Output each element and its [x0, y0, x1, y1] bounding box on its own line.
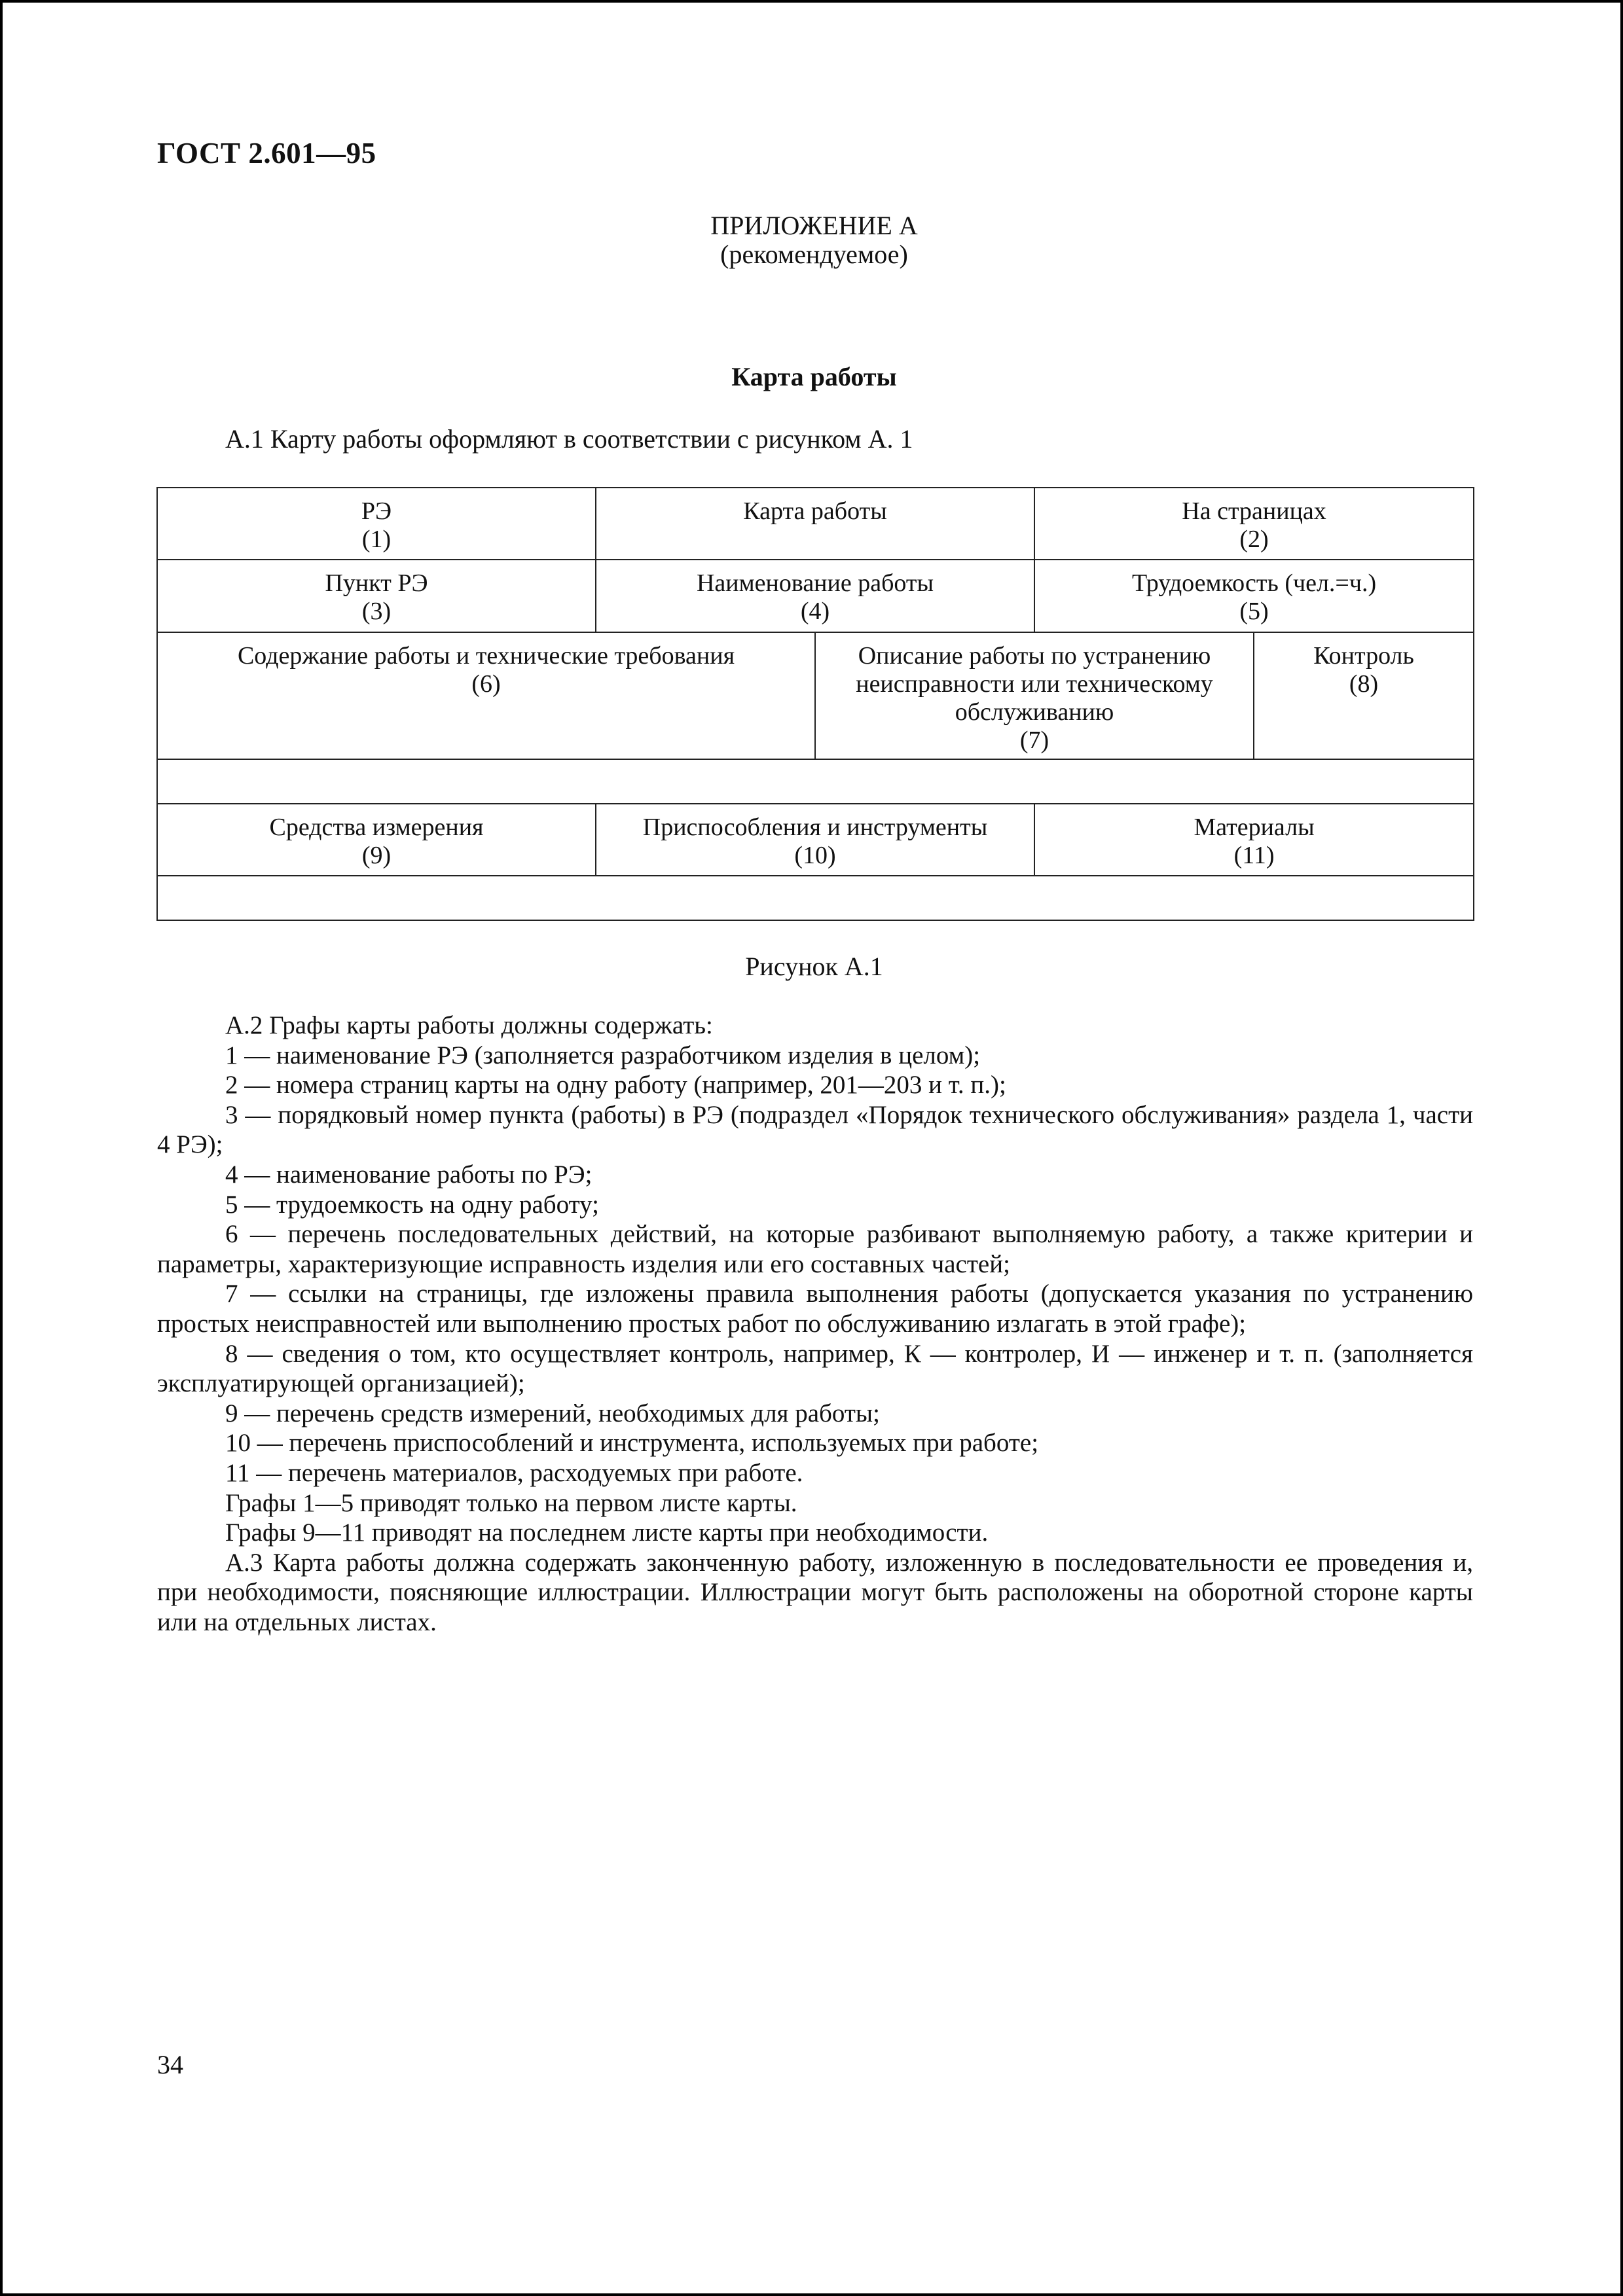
cell-work-description	[815, 632, 1254, 759]
cell-number: (2)	[1239, 526, 1269, 553]
table-row	[157, 876, 1474, 920]
cell-work-content	[157, 632, 815, 759]
cell-number: (6)	[471, 670, 501, 698]
cell-label: На страницах	[1182, 497, 1326, 525]
page-number: 34	[157, 2050, 183, 2079]
appendix-subtitle: (рекомендуемое)	[720, 240, 908, 269]
figure-caption: Рисунок А.1	[745, 952, 883, 981]
table-row	[157, 632, 1474, 759]
paragraph: 8 — сведения о том, кто осуществляет контроль, например, К — контролер, И — инженер и т. п. (заполняется эксплуатирующей организацией);	[157, 1339, 1473, 1398]
body-text	[157, 1011, 1473, 1637]
cell-labor-intensity	[1034, 560, 1474, 632]
cell-measuring-tools	[157, 804, 596, 876]
paragraph: 7 — ссылки на страницы, где изложены правила выполнения работы (допускается указания по устранению простых неисправностей или выполнению простых работ по обслуживанию излагать в этой графе);	[157, 1280, 1473, 1338]
cell-number: (3)	[361, 598, 392, 625]
cell-fixtures-instruments	[596, 804, 1034, 876]
cell-label: Материалы	[1194, 814, 1315, 841]
doc-code-header: ГОСТ 2.601—95	[157, 137, 376, 170]
table-row	[157, 804, 1474, 876]
paragraph: 11 — перечень материалов, расходуемых при работе.	[225, 1458, 803, 1487]
paragraph: 2 — номера страниц карты на одну работу (например, 201—203 и т. п.);	[225, 1071, 1006, 1100]
cell-number: (11)	[1233, 842, 1275, 869]
section-title: Карта работы	[731, 362, 897, 391]
cell-label: Карта работы	[743, 497, 887, 525]
cell-number: (7)	[1019, 726, 1049, 754]
cell-label-line: Описание работы по устранению	[858, 642, 1211, 670]
cell-label: Приспособления и инструменты	[642, 814, 988, 841]
cell-label: Трудоемкость (чел.=ч.)	[1131, 569, 1377, 597]
cell-label: Контроль	[1313, 642, 1414, 670]
paragraph: 5 — трудоемкость на одну работу;	[225, 1190, 599, 1219]
intro-paragraph: А.1 Карту работы оформляют в соответствии с рисунком А. 1	[225, 424, 913, 454]
cell-control	[1254, 632, 1474, 759]
cell-label-line: обслуживанию	[955, 698, 1114, 726]
table-row	[157, 759, 1474, 804]
cell-re	[157, 488, 596, 560]
paragraph: Графы 9—11 приводят на последнем листе карты при необходимости.	[225, 1518, 989, 1547]
paragraph: А.3 Карта работы должна содержать законченную работу, изложенную в последовательности ее проведения и, при необходимости, поясняющие иллюстрации. Иллюстрации могут быть расположены на оборотной стороне карты или на отдельных листах.	[157, 1548, 1473, 1636]
paragraph: 3 — порядковый номер пункта (работы) в РЭ (подраздел «Порядок технического обслуживания» раздела 1, части 4 РЭ);	[157, 1100, 1473, 1159]
cell-empty-row	[157, 876, 1474, 920]
cell-empty-row	[157, 759, 1474, 804]
cell-number: (8)	[1349, 670, 1379, 698]
cell-work-card	[596, 488, 1034, 560]
cell-number: (4)	[800, 598, 830, 625]
table-row	[157, 560, 1474, 632]
paragraph: А.2 Графы карты работы должны содержать:	[225, 1011, 713, 1039]
cell-label: Пункт РЭ	[325, 569, 428, 597]
work-card-figure-table	[156, 487, 1474, 921]
paragraph: 10 — перечень приспособлений и инструмента, используемых при работе;	[225, 1429, 1039, 1458]
cell-number: (10)	[794, 842, 836, 869]
cell-label-line: неисправности или техническому	[856, 670, 1213, 698]
paragraph: 1 — наименование РЭ (заполняется разработчиком изделия в целом);	[225, 1041, 981, 1069]
paragraph: Графы 1—5 приводят только на первом листе карты.	[225, 1488, 797, 1517]
cell-number: (5)	[1239, 598, 1269, 625]
cell-re-item	[157, 560, 596, 632]
cell-on-pages	[1034, 488, 1474, 560]
cell-label: Средства измерения	[269, 814, 484, 841]
paragraph: 9 — перечень средств измерений, необходимых для работы;	[225, 1399, 880, 1427]
table-row	[157, 488, 1474, 560]
cell-label: Содержание работы и технические требования	[237, 642, 735, 670]
cell-number: (9)	[361, 842, 392, 869]
paragraph: 6 — перечень последовательных действий, на которые разбивают выполняемую работу, а также критерии и параметры, характеризующие исправность изделия или его составных частей;	[157, 1220, 1473, 1278]
cell-work-name	[596, 560, 1034, 632]
paragraph: 4 — наименование работы по РЭ;	[225, 1160, 593, 1189]
appendix-title: ПРИЛОЖЕНИЕ А	[710, 211, 918, 240]
cell-number: (1)	[361, 526, 392, 553]
cell-materials	[1034, 804, 1474, 876]
cell-label: РЭ	[361, 497, 392, 525]
cell-label: Наименование работы	[696, 569, 934, 597]
